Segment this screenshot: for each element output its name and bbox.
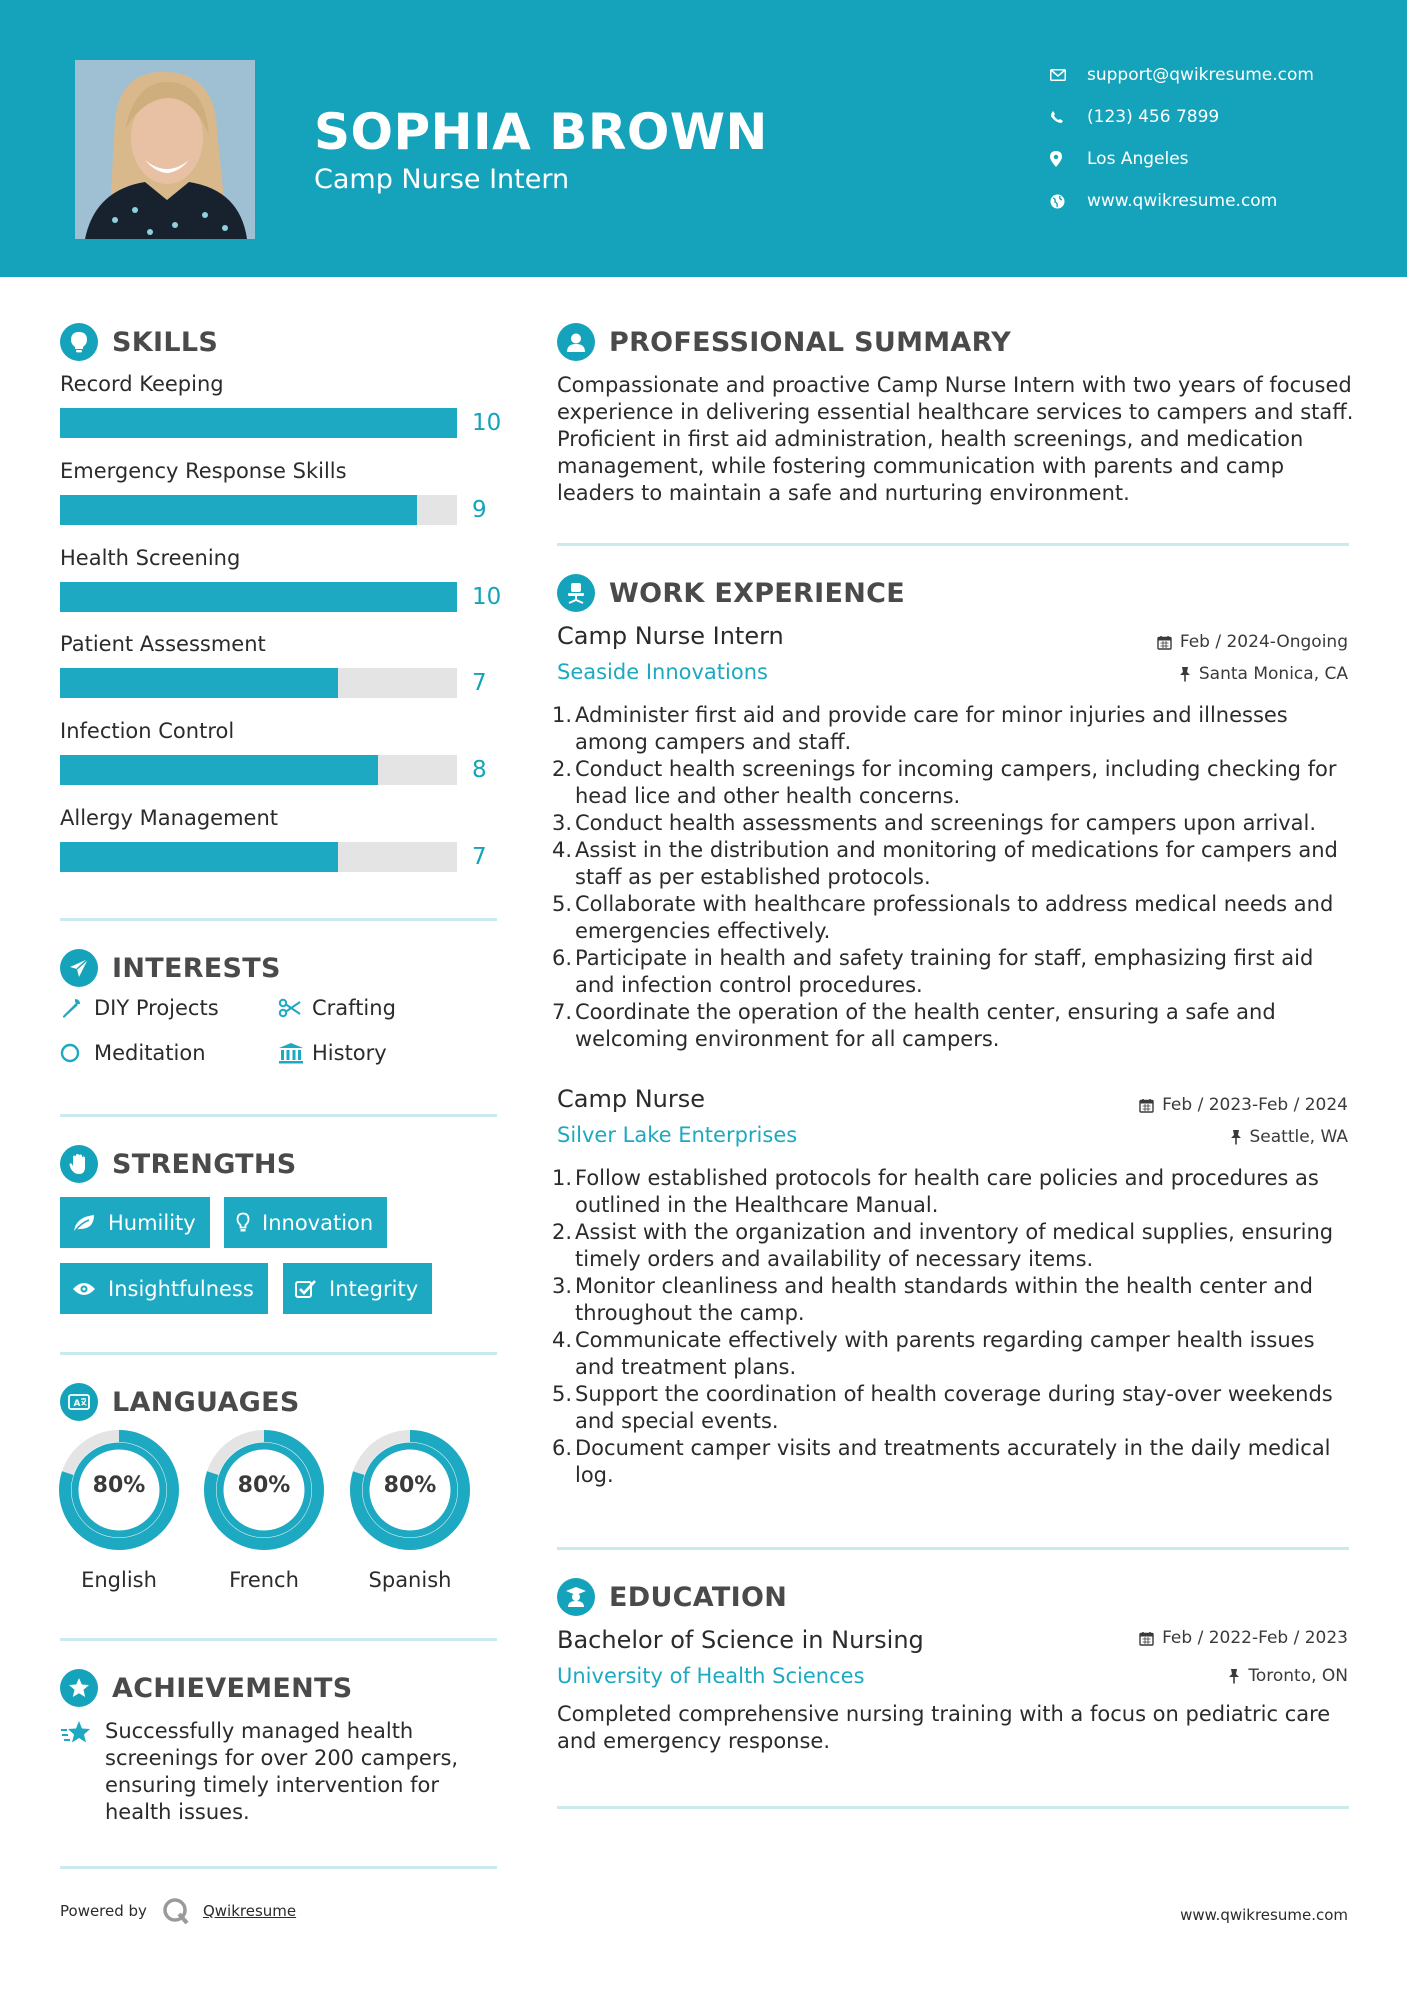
- wrench-icon: [60, 997, 94, 1019]
- list-item: 6. Participate in health and safety training for staff, emphasizing first aid and infection control procedures.: [551, 946, 1314, 997]
- skill-name: Record Keeping: [60, 372, 224, 396]
- globe-icon: [1050, 194, 1087, 209]
- lightbulb-icon: [236, 1212, 250, 1234]
- education-description: Completed comprehensive nursing training with a focus on pediatric care and emergency response.: [557, 1702, 1331, 1753]
- lightbulb-icon: [60, 323, 98, 361]
- skill-bar-fill: [60, 582, 457, 612]
- skill-bar: [60, 582, 457, 612]
- contact-list: [1050, 54, 1380, 222]
- strength-tag: Integrity: [283, 1263, 432, 1314]
- skill-bar-fill: [60, 495, 417, 525]
- list-item: 3. Monitor cleanliness and health standards within the health center and throughout the camp.: [551, 1274, 1313, 1325]
- museum-icon: [278, 1042, 312, 1064]
- education-date: Feb / 2022-Feb / 2023: [1139, 1628, 1348, 1648]
- skill-bar: [60, 755, 457, 785]
- education-location: Toronto, ON: [1228, 1666, 1348, 1686]
- list-item: 3. Conduct health assessments and screenings for campers upon arrival.: [551, 811, 1317, 835]
- skill-name: Health Screening: [60, 546, 241, 570]
- strength-tag: Humility: [60, 1197, 210, 1248]
- strengths-heading: STRENGTHS: [60, 1145, 297, 1183]
- interest-item: Crafting: [278, 996, 396, 1020]
- skill-bar: [60, 668, 457, 698]
- svg-text:A: A: [73, 1399, 81, 1409]
- section-divider: [60, 1866, 497, 1869]
- interest-item: Meditation: [60, 1041, 206, 1065]
- interest-item: DIY Projects: [60, 996, 219, 1020]
- skill-level: 10: [472, 584, 502, 610]
- calendar-icon: [1139, 1631, 1154, 1646]
- raised-hand-icon: [60, 1145, 98, 1183]
- degree-title: Bachelor of Science in Nursing: [557, 1626, 924, 1654]
- skill-bar: [60, 842, 457, 872]
- skill-bar-fill: [60, 755, 378, 785]
- language-percent: 80%: [383, 1473, 437, 1498]
- skill-level: 8: [472, 757, 487, 783]
- paper-plane-icon: [60, 949, 98, 987]
- section-divider: [60, 1638, 497, 1641]
- strength-tag: Innovation: [224, 1197, 387, 1248]
- calendar-icon: [1139, 1098, 1154, 1113]
- calendar-icon: [1157, 635, 1172, 650]
- list-item: 2. Assist with the organization and inventory of medical supplies, ensuring timely orders and availability of necessary items.: [551, 1220, 1334, 1271]
- job-date: Feb / 2024-Ongoing: [1157, 632, 1348, 652]
- achievement-text: Successfully managed health screenings for over 200 campers, ensuring timely intervention for health issues.: [105, 1719, 459, 1824]
- job-bullets: [551, 1165, 1349, 1489]
- section-divider: [557, 1547, 1349, 1550]
- footer-powered-by: Powered by Qwikresume: [60, 1896, 296, 1926]
- skill-name: Emergency Response Skills: [60, 459, 347, 483]
- qwikresume-logo-icon: [161, 1896, 191, 1926]
- job-location: Santa Monica, CA: [1179, 664, 1348, 684]
- scissors-icon: [278, 998, 312, 1018]
- skill-name: Patient Assessment: [60, 632, 266, 656]
- skill-name: Infection Control: [60, 719, 235, 743]
- pushpin-icon: [1228, 1668, 1240, 1684]
- summary-heading: PROFESSIONAL SUMMARY: [557, 323, 1011, 361]
- section-divider: [60, 918, 497, 921]
- languages-heading: A LANGUAGES: [60, 1383, 300, 1421]
- list-item: 1. Follow established protocols for health care policies and procedures as outlined in the Healthcare Manual.: [551, 1166, 1319, 1217]
- eye-icon: [72, 1281, 96, 1297]
- skill-bar: [60, 408, 457, 438]
- pushpin-icon: [1179, 666, 1191, 682]
- company-name: Silver Lake Enterprises: [557, 1123, 798, 1147]
- email-icon: [1050, 69, 1087, 81]
- candidate-name: SOPHIA BROWN: [314, 103, 768, 161]
- interests-heading: INTERESTS: [60, 949, 281, 987]
- job-title: Camp Nurse: [557, 1085, 706, 1113]
- skill-level: 10: [472, 410, 502, 436]
- footer-website-link[interactable]: www.qwikresume.com: [1180, 1906, 1348, 1924]
- office-chair-icon: [557, 574, 595, 612]
- skills-heading: SKILLS: [60, 323, 218, 361]
- skill-level: 9: [472, 497, 487, 523]
- section-divider: [557, 1806, 1349, 1809]
- location-pin-icon: [1050, 151, 1087, 167]
- skill-level: 7: [472, 844, 487, 870]
- school-name: University of Health Sciences: [557, 1664, 865, 1688]
- experience-heading: WORK EXPERIENCE: [557, 574, 905, 612]
- contact-phone[interactable]: (123) 456 7899: [1050, 96, 1380, 138]
- strength-tag: Insightfulness: [60, 1263, 268, 1314]
- language-item: [204, 1430, 324, 1592]
- star-badge-icon: [60, 1669, 98, 1707]
- circle-icon: [60, 1042, 94, 1064]
- language-percent: 80%: [237, 1473, 291, 1498]
- summary-text: Compassionate and proactive Camp Nurse Intern with two years of focused experience in delivering essential healthcare services to campers and staff. Proficient in first aid administration, health screenings, and medication management, while fostering communication with parents and camp leaders to maintain a safe and nurturing environment.: [557, 373, 1354, 505]
- leaf-icon: [72, 1213, 96, 1233]
- candidate-title: Camp Nurse Intern: [314, 164, 570, 195]
- section-divider: [60, 1352, 497, 1355]
- job-date: Feb / 2023-Feb / 2024: [1139, 1095, 1348, 1115]
- language-card-icon: [60, 1383, 98, 1421]
- education-heading: EDUCATION: [557, 1578, 787, 1616]
- list-item: 2. Conduct health screenings for incoming campers, including checking for head lice and other health concerns.: [551, 757, 1337, 808]
- qwikresume-link[interactable]: Qwikresume: [202, 1902, 297, 1920]
- star-icon: [60, 1720, 92, 1750]
- skill-bar: [60, 495, 457, 525]
- job-title: Camp Nurse Intern: [557, 622, 784, 650]
- skill-level: 7: [472, 670, 487, 696]
- language-name: Spanish: [368, 1568, 452, 1592]
- list-item: 1. Administer first aid and provide care for minor injuries and illnesses among campers and staff.: [551, 703, 1288, 754]
- language-percent: 80%: [92, 1473, 146, 1498]
- section-divider: [557, 543, 1349, 546]
- job-bullets: [551, 702, 1349, 1053]
- graduate-icon: [557, 1578, 595, 1616]
- skill-name: Allergy Management: [60, 806, 278, 830]
- skill-bar-fill: [60, 668, 338, 698]
- checkbox-icon: [295, 1279, 317, 1299]
- list-item: 7. Coordinate the operation of the health center, ensuring a safe and welcoming environment for all campers.: [551, 1000, 1276, 1051]
- language-item: [350, 1430, 470, 1592]
- skill-bar-fill: [60, 842, 338, 872]
- achievements-heading: ACHIEVEMENTS: [60, 1669, 353, 1707]
- list-item: 4. Communicate effectively with parents regarding camper health issues and treatment plans.: [551, 1328, 1315, 1379]
- contact-email[interactable]: support@qwikresume.com: [1050, 54, 1380, 96]
- profile-photo: [75, 60, 255, 239]
- list-item: 5. Collaborate with healthcare professionals to address medical needs and emergencies effectively.: [551, 892, 1334, 943]
- list-item: 6. Document camper visits and treatments accurately in the daily medical log.: [551, 1436, 1331, 1487]
- list-item: 5. Support the coordination of health coverage during stay-over weekends and special events.: [551, 1382, 1333, 1433]
- interest-item: History: [278, 1041, 387, 1065]
- language-name: English: [81, 1568, 157, 1592]
- resume-header: [0, 0, 1407, 277]
- company-name: Seaside Innovations: [557, 660, 768, 684]
- language-item: [59, 1430, 179, 1592]
- pushpin-icon: [1230, 1129, 1242, 1145]
- language-name: French: [229, 1568, 299, 1592]
- contact-location: Los Angeles: [1050, 138, 1380, 180]
- phone-icon: [1050, 110, 1087, 124]
- job-location: Seattle, WA: [1230, 1127, 1349, 1147]
- skill-bar-fill: [60, 408, 457, 438]
- contact-website[interactable]: www.qwikresume.com: [1050, 180, 1380, 222]
- list-item: 4. Assist in the distribution and monitoring of medications for campers and staff as per established protocols.: [551, 838, 1338, 889]
- section-divider: [60, 1114, 497, 1117]
- user-icon: [557, 323, 595, 361]
